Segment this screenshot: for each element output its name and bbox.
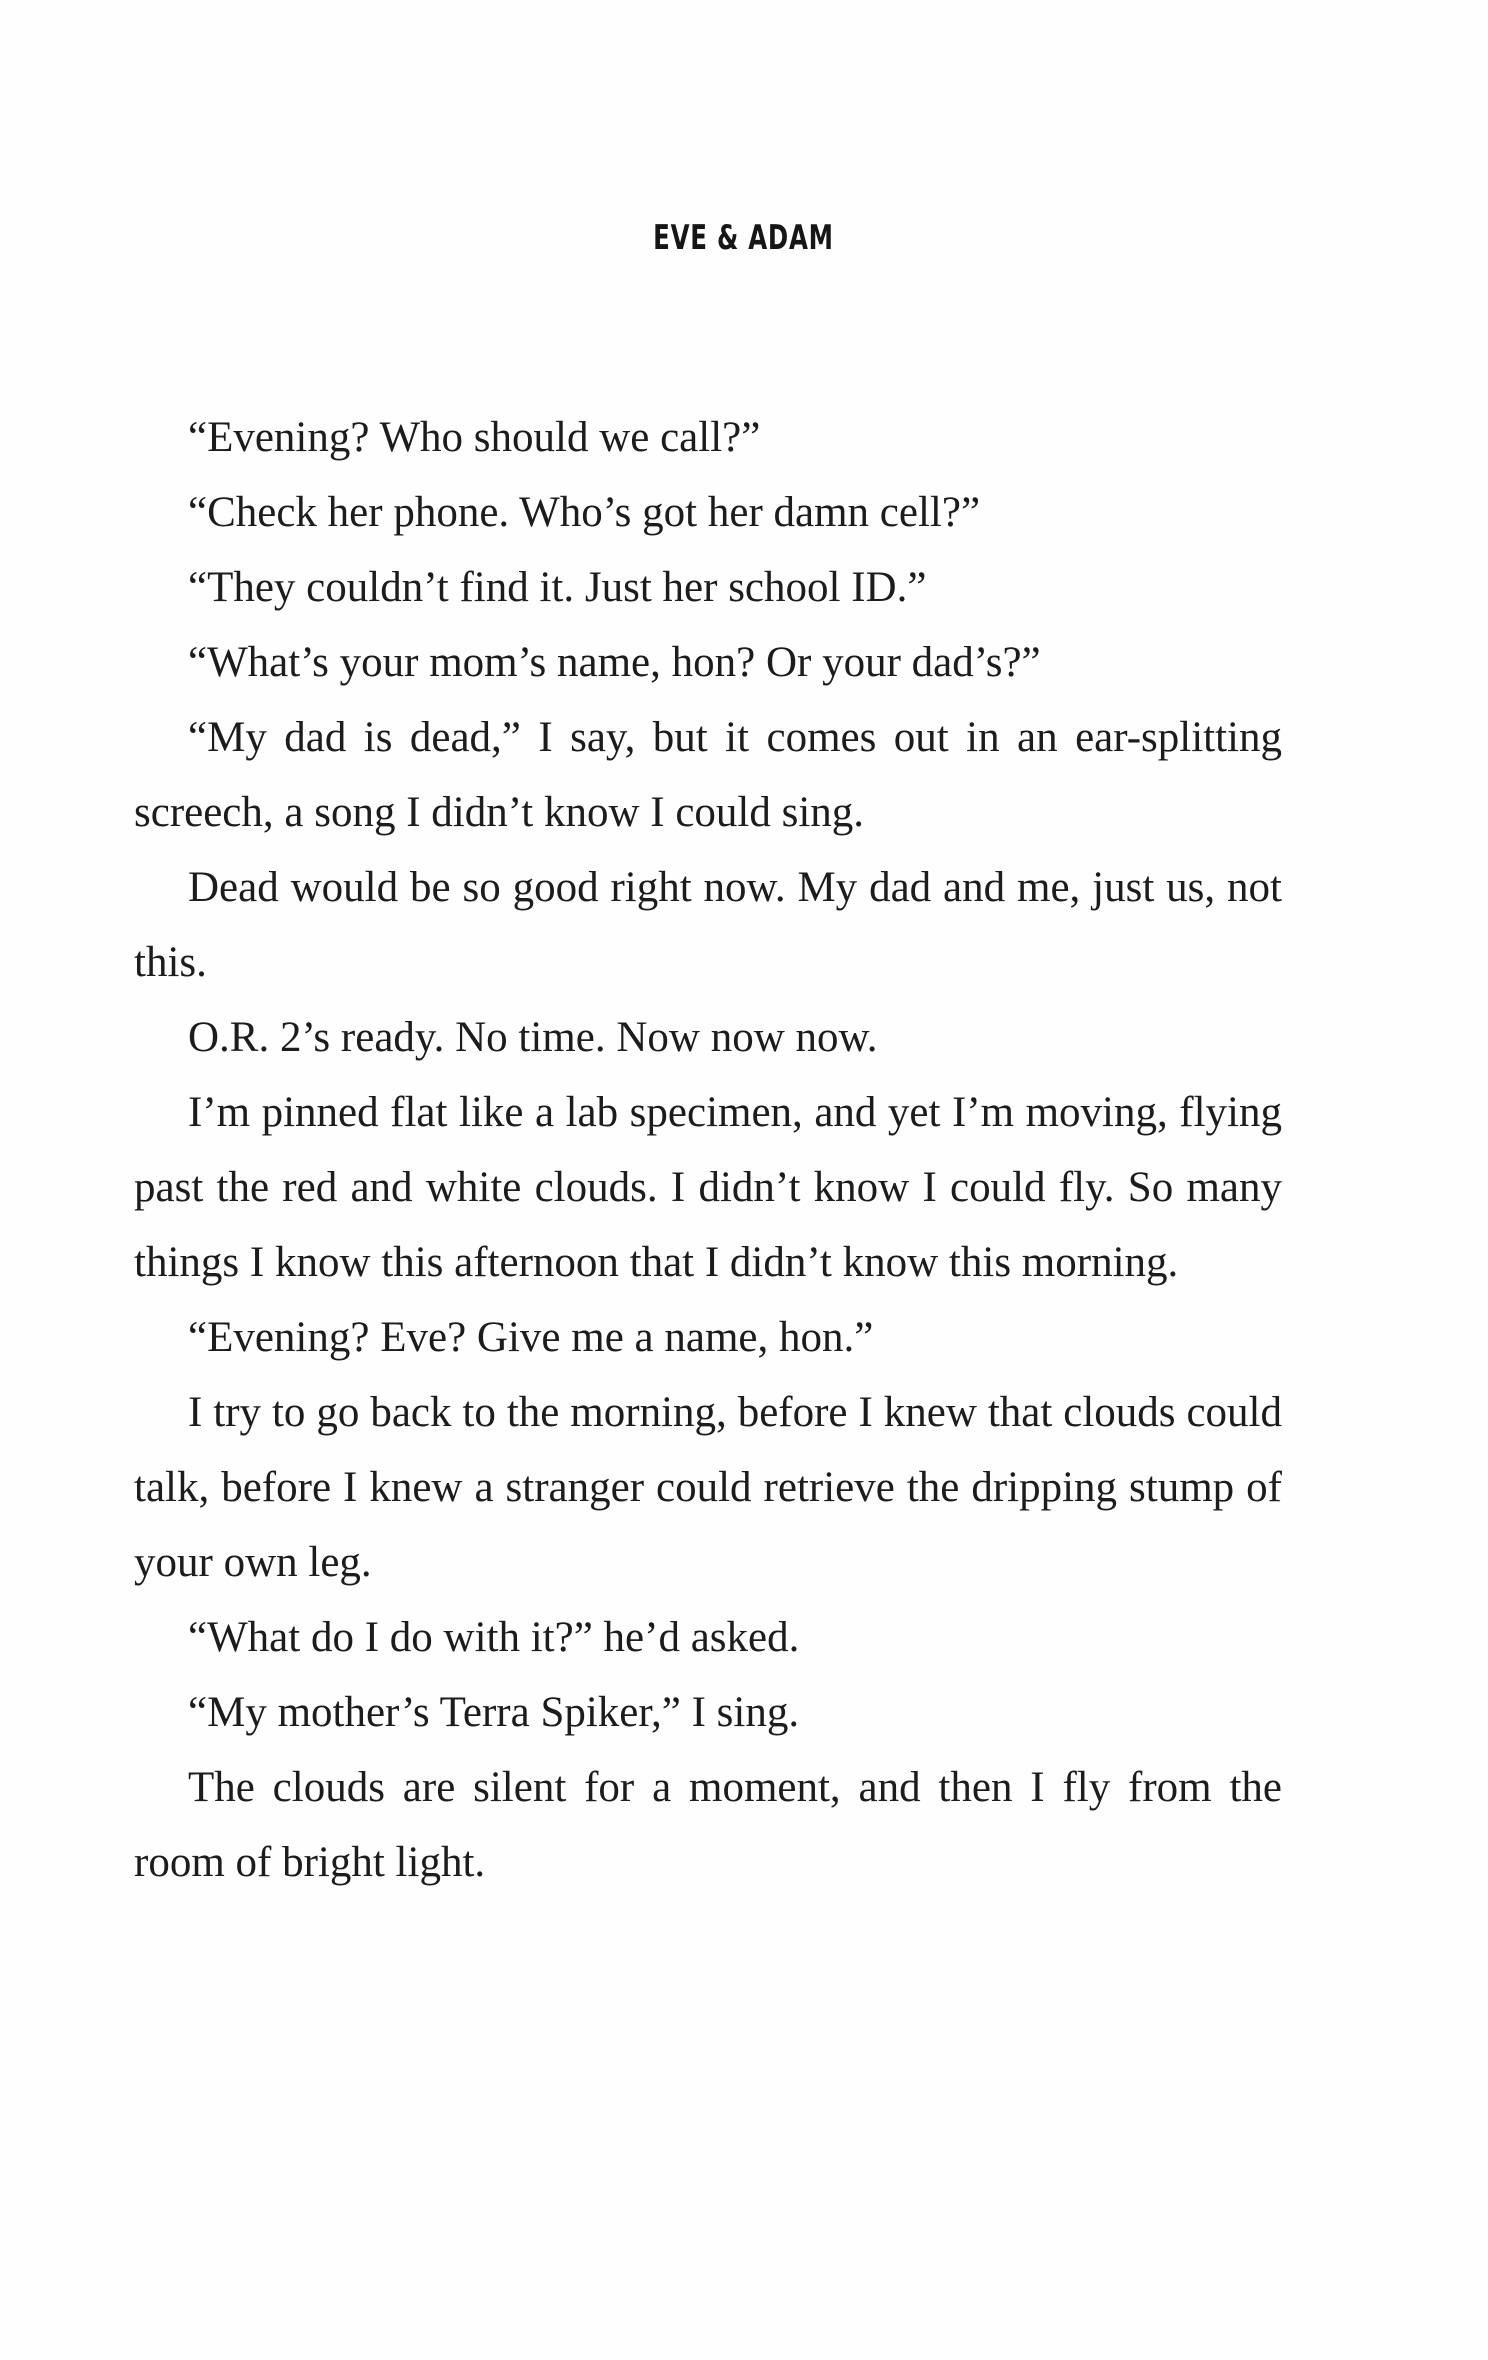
paragraph: Dead would be so good right now. My dad and me, just us, not this. — [134, 864, 1282, 986]
paragraph: “They couldn’t find it. Just her school ID.” — [188, 564, 927, 611]
body-text — [134, 400, 1282, 1900]
paragraph: I’m pinned flat like a lab specimen, and yet I’m moving, flying past the red and white clouds. I didn’t know I could fly. So many things I know this afternoon that I didn’t know this morning. — [134, 1089, 1282, 1286]
paragraph: “Evening? Eve? Give me a name, hon.” — [188, 1314, 874, 1361]
paragraph: “Check her phone. Who’s got her damn cell?” — [188, 489, 981, 536]
running-head: EVE & ADAM — [653, 218, 834, 258]
paragraph: “My dad is dead,” I say, but it comes out in an ear-splitting screech, a song I didn’t know I could sing. — [134, 714, 1282, 836]
paragraph: “What do I do with it?” he’d asked. — [188, 1614, 800, 1661]
paragraph: I try to go back to the morning, before I knew that clouds could talk, before I knew a stranger could retrieve the dripping stump of your own leg. — [134, 1389, 1282, 1586]
paragraph: The clouds are silent for a moment, and then I fly from the room of bright light. — [134, 1764, 1282, 1886]
paragraph: O.R. 2’s ready. No time. Now now now. — [188, 1014, 878, 1061]
paragraph: “My mother’s Terra Spiker,” I sing. — [188, 1689, 800, 1736]
paragraph: “Evening? Who should we call?” — [188, 414, 761, 461]
paragraph: “What’s your mom’s name, hon? Or your dad’s?” — [188, 639, 1041, 686]
